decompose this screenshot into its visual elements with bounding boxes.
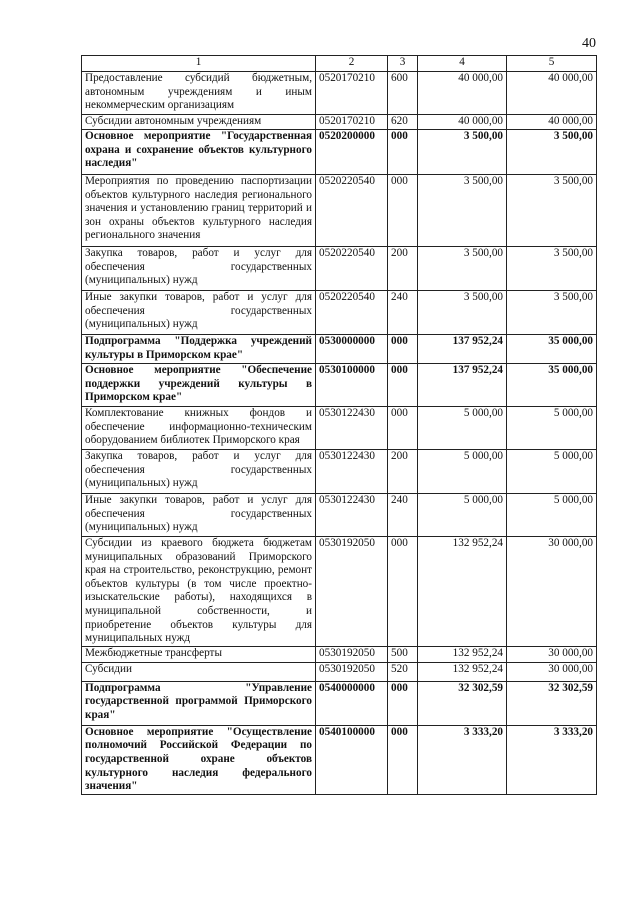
row-type-code: 200 (388, 450, 418, 494)
row-code: 0520220540 (316, 175, 388, 247)
row-amount-col5: 3 333,20 (507, 725, 597, 794)
table-row (82, 364, 597, 407)
row-amount-col5: 3 500,00 (507, 175, 597, 247)
row-amount-col5: 3 500,00 (507, 291, 597, 335)
row-amount-col5: 3 500,00 (507, 247, 597, 291)
row-amount-col4: 3 500,00 (418, 130, 507, 175)
row-name: Закупка товаров, работ и услуг для обеспечения государственных (муниципальных) нужд (82, 450, 316, 494)
row-amount-col5: 3 500,00 (507, 130, 597, 175)
table-row (82, 72, 597, 115)
row-amount-col4: 137 952,24 (418, 364, 507, 407)
row-code: 0530100000 (316, 364, 388, 407)
row-type-code: 000 (388, 335, 418, 364)
row-type-code: 000 (388, 537, 418, 647)
row-type-code: 000 (388, 130, 418, 175)
row-code: 0520170210 (316, 72, 388, 115)
row-amount-col5: 5 000,00 (507, 407, 597, 450)
table-row (82, 291, 597, 335)
table-row (82, 407, 597, 450)
row-name: Субсидии автономным учреждениям (82, 115, 316, 130)
row-code: 0530000000 (316, 335, 388, 364)
row-amount-col4: 32 302,59 (418, 681, 507, 725)
row-amount-col5: 5 000,00 (507, 494, 597, 537)
row-amount-col5: 40 000,00 (507, 115, 597, 130)
budget-table (81, 55, 597, 795)
row-name: Подпрограмма "Поддержка учреждений культуры в Приморском крае" (82, 335, 316, 364)
row-amount-col5: 32 302,59 (507, 681, 597, 725)
table-row (82, 725, 597, 794)
row-code: 0530192050 (316, 537, 388, 647)
row-name: Иные закупки товаров, работ и услуг для обеспечения государственных (муниципальных) нужд (82, 291, 316, 335)
table-row (82, 335, 597, 364)
row-amount-col4: 5 000,00 (418, 494, 507, 537)
table-row (82, 247, 597, 291)
table-row (82, 646, 597, 662)
row-code: 0530122430 (316, 407, 388, 450)
row-amount-col4: 3 500,00 (418, 247, 507, 291)
table-header-row (82, 56, 597, 72)
row-code: 0530122430 (316, 450, 388, 494)
table-row (82, 662, 597, 681)
row-amount-col4: 137 952,24 (418, 335, 507, 364)
row-type-code: 000 (388, 725, 418, 794)
row-name: Основное мероприятие "Государственная охрана и сохранение объектов культурного наследия" (82, 130, 316, 175)
column-header: 3 (388, 56, 418, 72)
page-number: 40 (582, 36, 596, 51)
row-amount-col5: 30 000,00 (507, 662, 597, 681)
row-type-code: 000 (388, 175, 418, 247)
row-amount-col5: 5 000,00 (507, 450, 597, 494)
row-code: 0530122430 (316, 494, 388, 537)
row-name: Комплектование книжных фондов и обеспечение информационно-техническим оборудованием библиотек Приморского края (82, 407, 316, 450)
row-amount-col4: 5 000,00 (418, 450, 507, 494)
row-amount-col5: 40 000,00 (507, 72, 597, 115)
row-type-code: 000 (388, 364, 418, 407)
row-name: Субсидии (82, 662, 316, 681)
column-header: 5 (507, 56, 597, 72)
row-amount-col5: 35 000,00 (507, 364, 597, 407)
row-amount-col4: 40 000,00 (418, 72, 507, 115)
row-amount-col4: 40 000,00 (418, 115, 507, 130)
row-name: Мероприятия по проведению паспортизации объектов культурного наследия регионального значения и установлению границ территорий и зон охраны объектов культурного наследия регионального значения (82, 175, 316, 247)
row-code: 0520170210 (316, 115, 388, 130)
row-amount-col4: 3 500,00 (418, 291, 507, 335)
table-row (82, 130, 597, 175)
table-row (82, 537, 597, 647)
column-header: 1 (82, 56, 316, 72)
table-row (82, 450, 597, 494)
row-type-code: 520 (388, 662, 418, 681)
table-row (82, 175, 597, 247)
row-name: Основное мероприятие "Обеспечение поддержки учреждений культуры в Приморском крае" (82, 364, 316, 407)
row-name: Закупка товаров, работ и услуг для обеспечения государственных (муниципальных) нужд (82, 247, 316, 291)
row-amount-col4: 5 000,00 (418, 407, 507, 450)
row-type-code: 500 (388, 646, 418, 662)
row-type-code: 000 (388, 407, 418, 450)
row-name: Субсидии из краевого бюджета бюджетам муниципальных образований Приморского края на строительство, реконструкцию, ремонт объектов культуры (в том числе проектно-изыскательские работы), находящихся в муниципальной собственности, и приобретение объектов культуры для муниципальных нужд (82, 537, 316, 647)
table-row (82, 494, 597, 537)
table-row (82, 681, 597, 725)
row-amount-col4: 3 500,00 (418, 175, 507, 247)
row-type-code: 200 (388, 247, 418, 291)
column-header: 4 (418, 56, 507, 72)
row-amount-col5: 30 000,00 (507, 646, 597, 662)
row-type-code: 240 (388, 291, 418, 335)
row-code: 0520220540 (316, 291, 388, 335)
row-code: 0530192050 (316, 662, 388, 681)
row-type-code: 000 (388, 681, 418, 725)
row-type-code: 620 (388, 115, 418, 130)
row-code: 0520220540 (316, 247, 388, 291)
row-amount-col4: 132 952,24 (418, 537, 507, 647)
row-code: 0540000000 (316, 681, 388, 725)
row-amount-col5: 30 000,00 (507, 537, 597, 647)
row-name: Предоставление субсидий бюджетным, автономным учреждениям и иным некоммерческим организациям (82, 72, 316, 115)
row-name: Основное мероприятие "Осуществление полномочий Российской Федерации по государственной охране объектов культурного наследия федерального значения" (82, 725, 316, 794)
row-type-code: 240 (388, 494, 418, 537)
row-code: 0520200000 (316, 130, 388, 175)
row-amount-col4: 3 333,20 (418, 725, 507, 794)
row-amount-col5: 35 000,00 (507, 335, 597, 364)
table-row (82, 115, 597, 130)
row-type-code: 600 (388, 72, 418, 115)
column-header: 2 (316, 56, 388, 72)
row-code: 0530192050 (316, 646, 388, 662)
row-name: Иные закупки товаров, работ и услуг для обеспечения государственных (муниципальных) нужд (82, 494, 316, 537)
row-amount-col4: 132 952,24 (418, 662, 507, 681)
row-name: Подпрограмма "Управление государственной программой Приморского края" (82, 681, 316, 725)
row-amount-col4: 132 952,24 (418, 646, 507, 662)
row-code: 0540100000 (316, 725, 388, 794)
row-name: Межбюджетные трансферты (82, 646, 316, 662)
